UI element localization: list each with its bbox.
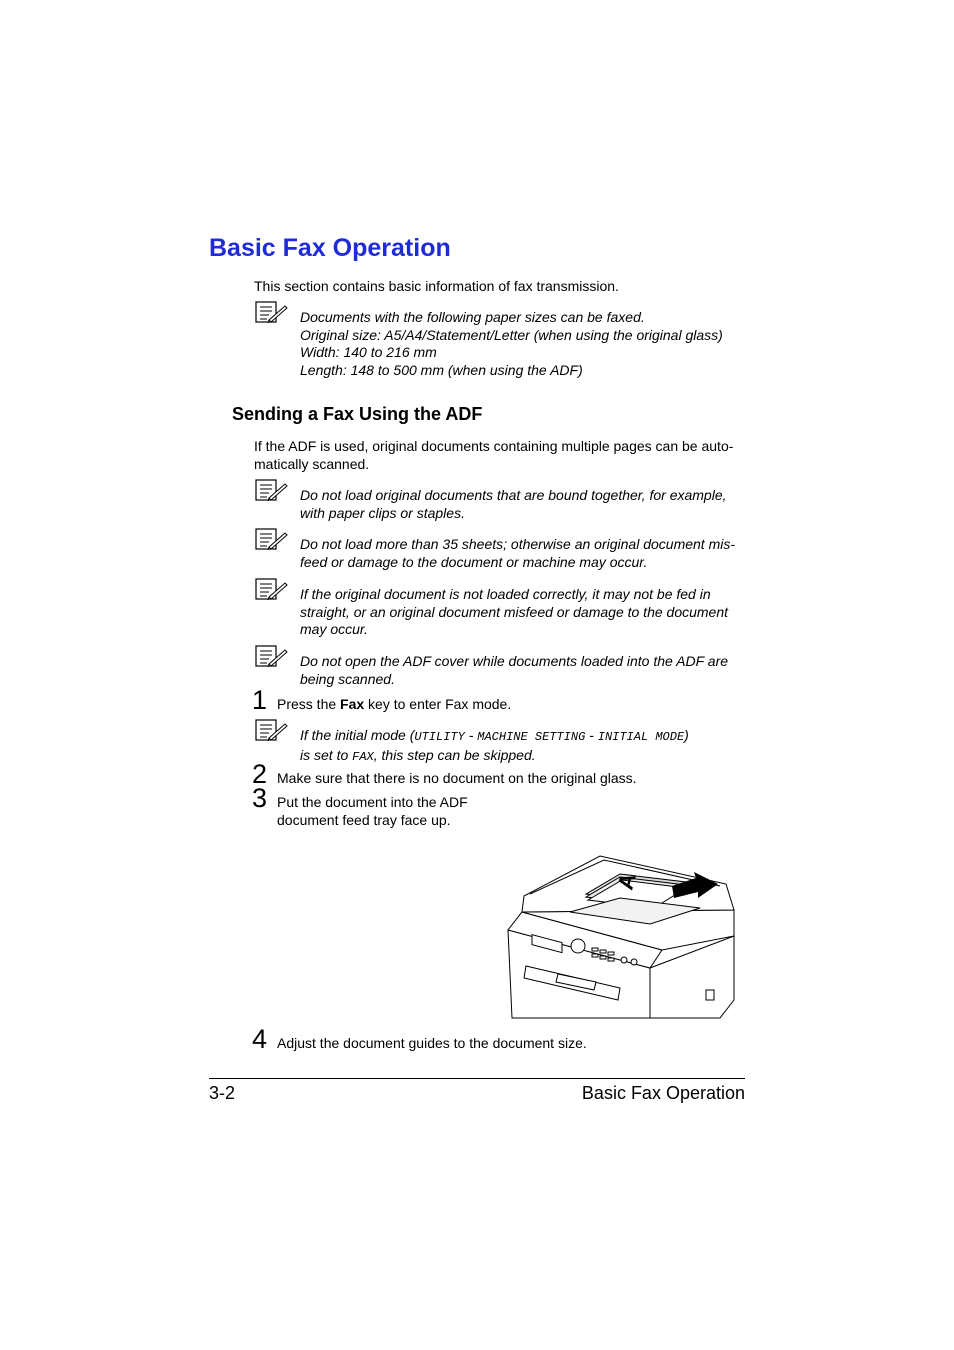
note-line2-post: , this step can be skipped. [373, 746, 536, 763]
note-pencil-icon [255, 645, 289, 669]
step-1-note [300, 727, 689, 766]
intro-text: This section contains basic information of fax transmission. [254, 278, 619, 294]
note-post: ) [684, 727, 689, 743]
step-4-text: Adjust the document guides to the document size. [277, 1035, 587, 1051]
footer-chapter: Basic Fax Operation [581, 1083, 745, 1103]
step-3-text [277, 793, 468, 829]
footer-rule [209, 1078, 745, 1079]
step-3-line: document feed tray face up. [277, 812, 451, 828]
note-line: feed or damage to the document or machine may occur. [300, 553, 648, 570]
note-sizes [300, 309, 723, 379]
svg-text:A: A [612, 870, 641, 893]
note-line2-pre: is set to [300, 746, 353, 763]
mode-machine-setting: MACHINE SETTING [477, 730, 586, 744]
step-1-text [277, 695, 511, 713]
step-3-line: Put the document into the ADF [277, 794, 468, 810]
note-line: Documents with the following paper sizes can be faxed. [300, 309, 645, 325]
step-1-pre: Press the [277, 696, 341, 712]
step-number: 2 [252, 759, 268, 789]
note-line: may occur. [300, 621, 368, 638]
note-line: Original size: A5/A4/Statement/Letter (when using the original glass) [300, 326, 723, 343]
note-pencil-icon [255, 528, 289, 552]
sep: - [585, 727, 598, 743]
mode-initial-mode: INITIAL MODE [597, 730, 685, 744]
mode-fax: FAX [352, 749, 374, 764]
printer-adf-illustration [500, 850, 740, 1020]
note-adf-2 [300, 536, 735, 571]
step-number: 4 [252, 1024, 268, 1054]
page-number: 3-2 [209, 1083, 236, 1103]
note-adf-4 [300, 653, 728, 688]
sep: - [464, 727, 478, 743]
note-line: If the original document is not loaded correctly, it may not be fed in [300, 586, 711, 602]
fax-key-label: Fax [340, 696, 365, 712]
section-title: Sending a Fax Using the ADF [232, 404, 483, 424]
note-line: Length: 148 to 500 mm (when using the ADF) [300, 361, 583, 378]
step-number: 3 [252, 783, 268, 813]
note-adf-3 [300, 586, 728, 639]
mode-utility: UTILITY [414, 730, 465, 744]
note-pre: If the initial mode ( [300, 727, 415, 743]
note-line: Do not load original documents that are bound together, for example, [300, 487, 727, 503]
note-line: straight, or an original document misfeed or damage to the document [300, 603, 729, 620]
page-title: Basic Fax Operation [209, 234, 451, 262]
note-line: with paper clips or staples. [300, 504, 465, 521]
note-pencil-icon [255, 719, 289, 743]
note-pencil-icon [255, 301, 289, 325]
step-2-text: Make sure that there is no document on the original glass. [277, 770, 637, 786]
note-adf-1 [300, 487, 727, 522]
note-line: being scanned. [300, 670, 395, 687]
section-intro [254, 437, 733, 473]
step-number: 1 [252, 685, 268, 715]
note-pencil-icon [255, 578, 289, 602]
section-intro-line: If the ADF is used, original documents containing multiple pages can be auto- [254, 438, 734, 454]
note-line: Width: 140 to 216 mm [300, 344, 437, 361]
note-line: Do not load more than 35 sheets; otherwise an original document mis- [300, 536, 736, 552]
note-pencil-icon [255, 479, 289, 503]
section-intro-line: matically scanned. [254, 456, 370, 472]
note-line: Do not open the ADF cover while documents loaded into the ADF are [300, 653, 729, 669]
step-1-post: key to enter Fax mode. [364, 696, 512, 712]
